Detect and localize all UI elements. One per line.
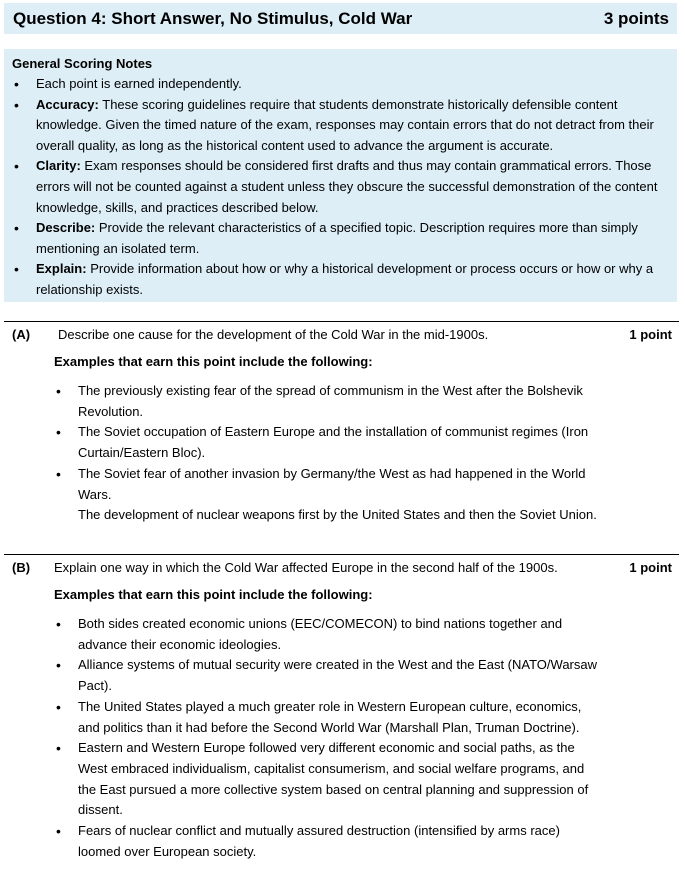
- part-b-prompt: Explain one way in which the Cold War affected Europe in the second half of the 1900s.: [54, 560, 558, 575]
- example-item: [4, 381, 604, 422]
- notes-list: [12, 74, 669, 301]
- example-text: Eastern and Western Europe followed very different economic and social paths, as the West embraced individualism, capitalist consumerism, and social welfare programs, and the East pursued a more collective system based on central planning and suppression of dissent.: [78, 740, 589, 818]
- bullet-icon: •: [56, 465, 61, 482]
- example-text: Alliance systems of mutual security were created in the West and the East (NATO/Warsaw Pact).: [78, 657, 597, 694]
- bullet-icon: •: [14, 76, 19, 92]
- note-label: Clarity:: [36, 158, 81, 174]
- part-a-points: 1 point: [629, 327, 672, 342]
- question-header: [4, 3, 677, 34]
- part-a-label: (A): [12, 327, 31, 342]
- notes-heading: General Scoring Notes: [12, 56, 153, 71]
- note-item: [12, 156, 669, 218]
- part-a-prompt: Describe one cause for the development of the Cold War in the mid-1900s.: [58, 327, 489, 342]
- note-item: [12, 95, 669, 157]
- example-text: The Soviet fear of another invasion by Germany/the West as had happened in the World Wars.: [78, 465, 586, 502]
- bullet-icon: •: [56, 823, 61, 840]
- part-b: [4, 554, 679, 862]
- part-a-examples: [4, 381, 679, 526]
- note-text: Provide information about how or why a historical development or process occurs or how or why a relationship exists.: [36, 261, 654, 297]
- question-title: Question 4: Short Answer, No Stimulus, Cold War: [13, 8, 413, 28]
- part-a-examples-heading: Examples that earn this point include the following:: [54, 354, 373, 369]
- example-text: The previously existing fear of the spread of communism in the West after the Bolshevik Revolution.: [78, 383, 583, 419]
- example-item: [4, 655, 604, 696]
- note-item: [12, 218, 669, 259]
- bullet-icon: •: [56, 698, 61, 715]
- example-text: Both sides created economic unions (EEC/COMECON) to bind nations together and advance their economic ideologies.: [78, 616, 563, 652]
- note-text: Exam responses should be considered first drafts and thus may contain grammatical errors. Those errors will not be counted against a student unless they obscure the successful demonstration of the content knowledge, skills, and practices described below.: [36, 158, 658, 215]
- example-item: [4, 614, 604, 655]
- bullet-icon: •: [14, 261, 19, 278]
- part-b-examples: [4, 614, 679, 862]
- note-text: These scoring guidelines require that students demonstrate historically defensible content knowledge. Given the timed nature of the exam, responses may contain errors that do not detract from their overall quality, as long as the historical content used to advance the argument is accurate.: [36, 96, 654, 153]
- bullet-icon: •: [56, 740, 61, 757]
- example-item: [4, 505, 604, 526]
- example-text: The development of nuclear weapons first by the United States and then the Soviet Union.: [78, 507, 597, 523]
- bullet-icon: •: [14, 158, 19, 175]
- note-label: Describe:: [36, 220, 96, 236]
- note-label: Accuracy:: [36, 96, 99, 112]
- part-b-points: 1 point: [629, 560, 672, 575]
- part-a-row: [4, 322, 679, 345]
- part-a: [4, 321, 679, 526]
- note-text: Each point is earned independently.: [36, 76, 242, 91]
- part-b-row: [4, 555, 679, 578]
- part-b-examples-heading: Examples that earn this point include the following:: [54, 587, 373, 602]
- bullet-icon: •: [56, 424, 61, 441]
- note-text: Provide the relevant characteristics of a specified topic. Description requires more than simply mentioning an isolated term.: [36, 220, 638, 256]
- part-b-label: (B): [12, 560, 31, 575]
- general-scoring-notes: [4, 49, 677, 302]
- example-item: [4, 422, 604, 463]
- question-points: 3 points: [603, 8, 669, 28]
- bullet-icon: •: [56, 383, 61, 399]
- example-text: Fears of nuclear conflict and mutually assured destruction (intensified by arms race) loomed over European society.: [78, 823, 560, 859]
- example-item: [4, 821, 604, 862]
- example-text: The Soviet occupation of Eastern Europe and the installation of communist regimes (Iron Curtain/Eastern Bloc).: [78, 424, 589, 461]
- example-item: [4, 738, 604, 821]
- bullet-icon: •: [56, 657, 61, 674]
- example-item: [4, 464, 604, 505]
- example-text: The United States played a much greater role in Western European culture, economics, and politics than it had before the Second World War (Marshall Plan, Truman Doctrine).: [78, 698, 582, 735]
- note-item: [12, 74, 669, 95]
- bullet-icon: •: [14, 96, 19, 113]
- bullet-icon: •: [56, 616, 61, 632]
- bullet-icon: •: [14, 220, 19, 237]
- example-item: [4, 697, 604, 738]
- note-label: Explain:: [36, 261, 87, 277]
- note-item: [12, 259, 669, 300]
